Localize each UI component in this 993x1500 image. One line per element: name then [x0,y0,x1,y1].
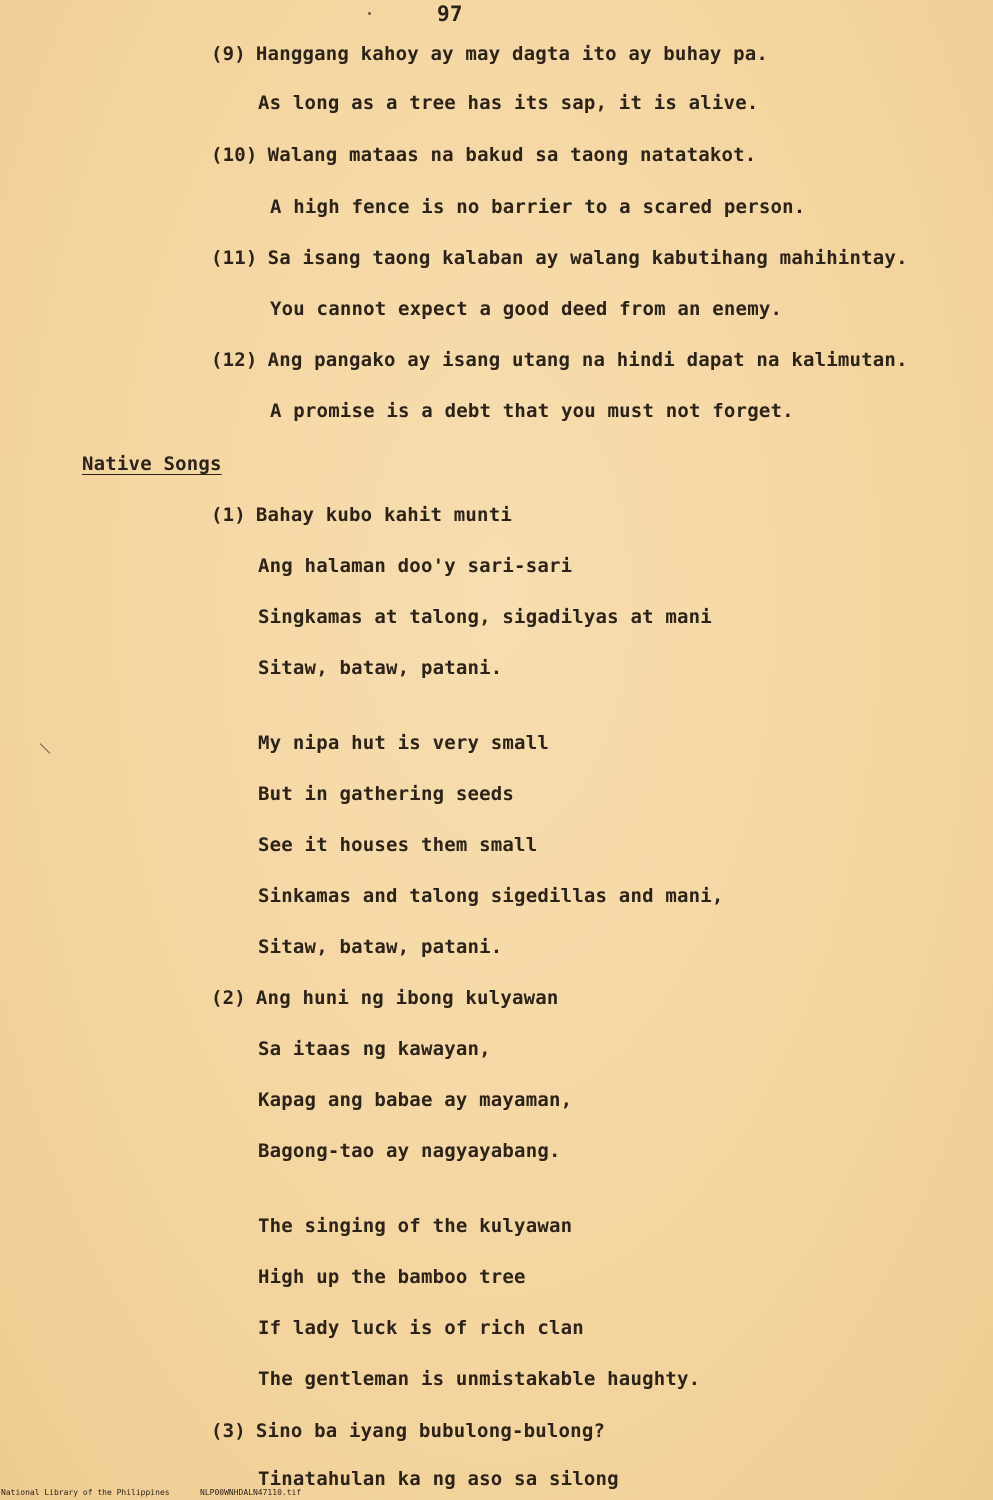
song-2-line-3: Kapag ang babae ay mayaman, [258,1089,573,1111]
song-2-line-2: Sa itaas ng kawayan, [258,1038,491,1060]
pencil-mark [40,743,51,754]
song-2-english-4: The gentleman is unmistakable haughty. [258,1368,701,1390]
song-1-english-2: But in gathering seeds [258,783,515,805]
proverb-number: (10) [211,144,258,166]
footer-library: National Library of the Philippines [1,1488,170,1497]
song-line-text: Bahay kubo kahit munti [255,504,512,526]
song-2-line-4: Bagong-tao ay nagyayabang. [258,1140,561,1162]
song-1-line-3: Singkamas at talong, sigadilyas at mani [258,606,712,628]
song-1-line-1 [211,504,512,526]
song-2-english-1: The singing of the kulyawan [258,1215,573,1237]
song-2-line-1 [211,987,559,1009]
proverb-text: Hanggang kahoy ay may dagta ito ay buhay pa. [255,43,769,65]
page-number: 97 [437,2,463,26]
song-1-english-5: Sitaw, bataw, patani. [258,936,503,958]
proverb-text: Ang pangako ay isang utang na hindi dapat na kalimutan. [267,349,908,371]
song-2-english-2: High up the bamboo tree [258,1266,526,1288]
song-line-text: Sino ba iyang bubulong-bulong? [255,1420,606,1442]
footer-file-id: NLP00WNHDALN47110.tif [200,1488,302,1497]
proverb-number: (9) [211,43,246,65]
song-1-english-3: See it houses them small [258,834,538,856]
proverb-11 [211,247,908,269]
song-1-english-1: My nipa hut is very small [258,732,549,754]
proverb-10-translation: A high fence is no barrier to a scared person. [270,196,806,218]
song-number: (1) [211,504,246,526]
proverb-12-translation: A promise is a debt that you must not forget. [270,400,794,422]
song-2-english-3: If lady luck is of rich clan [258,1317,584,1339]
song-1-english-4: Sinkamas and talong sigedillas and mani, [258,885,724,907]
song-number: (2) [211,987,246,1009]
song-3-line-2: Tinatahulan ka ng aso sa silong [258,1468,619,1490]
proverb-12 [211,349,908,371]
proverb-9 [211,43,768,65]
section-heading: Native Songs [82,453,222,475]
song-1-line-2: Ang halaman doo'y sari-sari [258,555,573,577]
proverb-text: Walang mataas na bakud sa taong natatakot. [267,144,757,166]
proverb-10 [211,144,756,166]
ink-speck [368,12,371,15]
proverb-9-translation: As long as a tree has its sap, it is alive. [258,92,759,114]
proverb-11-translation: You cannot expect a good deed from an enemy. [270,298,783,320]
song-3-line-1 [211,1420,605,1442]
proverb-number: (11) [211,247,258,269]
proverb-text: Sa isang taong kalaban ay walang kabutihang mahihintay. [267,247,908,269]
proverb-number: (12) [211,349,258,371]
song-line-text: Ang huni ng ibong kulyawan [255,987,559,1009]
song-1-line-4: Sitaw, bataw, patani. [258,657,503,679]
song-number: (3) [211,1420,246,1442]
